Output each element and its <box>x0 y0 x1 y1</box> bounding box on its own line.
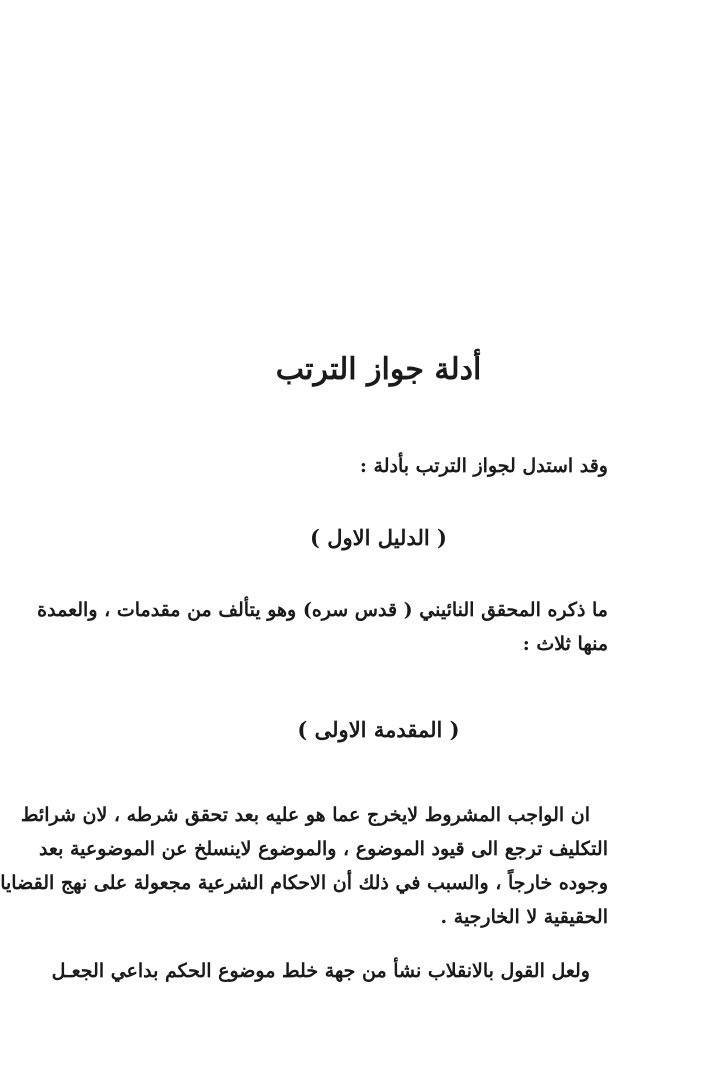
text-line: التكليف ترجع الى قيود الموضوع ، والموضوع لاينسلخ عن الموضوعية بعد <box>38 838 608 860</box>
text-line: ولعل القول بالانقلاب نشأ من جهة خلط موضوع الحكم بداعي الجعـل <box>51 960 590 982</box>
text-line: الحقيقية لا الخارجية . <box>440 906 608 928</box>
section-heading-first-proof: ( الدليل الاول ) <box>310 525 447 550</box>
text-line: ان الواجب المشروط لايخرج عما هو عليه بعد تحقق شرطه ، لان شرائط <box>20 804 590 826</box>
text-line: وجوده خارجاً ، والسبب في ذلك أن الاحكام الشرعية مجعولة على نهج القضايا <box>0 872 608 894</box>
text-line: منها ثلاث : <box>522 633 608 655</box>
paragraph-first-proof <box>37 593 608 661</box>
section-heading-first-premise: ( المقدمة الاولى ) <box>297 717 460 742</box>
page-title: أدلة جواز الترتب <box>275 352 482 387</box>
paragraph-continuation <box>51 954 608 988</box>
text-line: ما ذكره المحقق النائيني ( قدس سره) وهو يتألف من مقدمات ، والعمدة <box>37 599 608 621</box>
document-page <box>1 0 726 1091</box>
intro-text: وقد استدل لجواز الترتب بأدلة : <box>359 455 608 477</box>
paragraph-first-premise <box>0 798 608 934</box>
